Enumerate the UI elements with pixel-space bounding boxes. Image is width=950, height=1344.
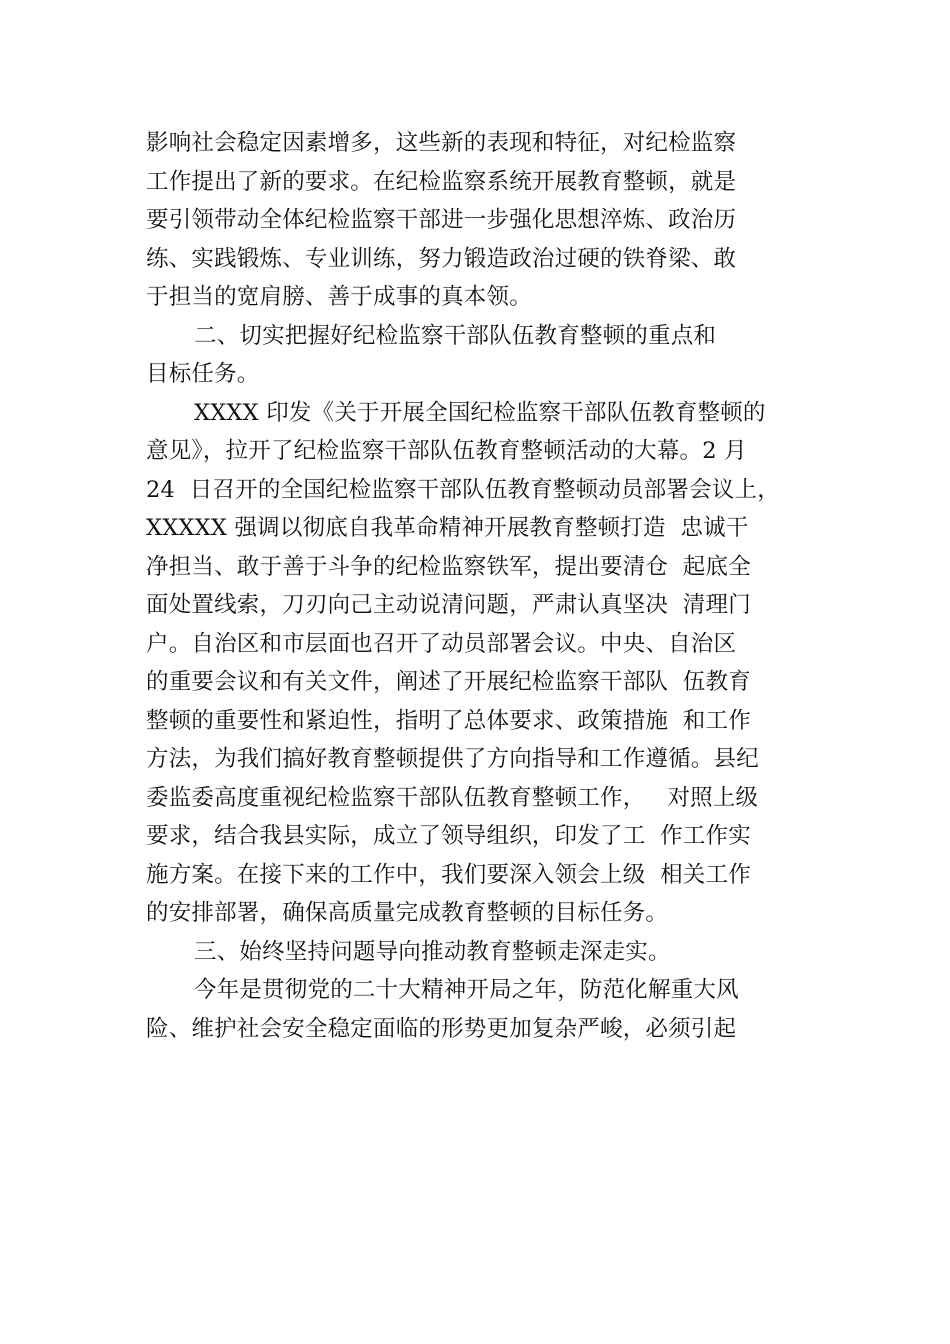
text-line: 面处置线索，刀刃向己主动说清问题，严肃认真坚决 清理门 <box>146 592 751 618</box>
text-line: 要引领带动全体纪检监察干部进一步强化思想淬炼、政治历 <box>146 207 737 233</box>
text-line: 整顿的重要性和紧迫性，指明了总体要求、政策措施 和工作 <box>146 707 751 734</box>
text-line: 的安排部署，确保高质量完成教育整顿的目标任务。 <box>146 900 669 926</box>
text-line: 方法，为我们搞好教育整顿提供了方向指导和工作遵循。县纪 <box>146 746 759 772</box>
text-line: 工作提出了新的要求。在纪检监察系统开展教育整顿，就是 <box>146 168 737 195</box>
text-line: 意见》，拉开了纪检监察干部队伍教育整顿活动的大幕。2 月 <box>146 438 747 464</box>
text-line: 户。自治区和市层面也召开了动员部署会议。中央、自治区 <box>146 630 737 657</box>
text-line: 要求，结合我县实际，成立了领导组织，印发了工 作工作实 <box>146 823 751 849</box>
section-heading-line: 目标任务。 <box>146 361 260 387</box>
text-line: 净担当、敢于善于斗争的纪检监察铁军，提出要清仓 起底全 <box>146 553 751 580</box>
text-line: 施方案。在接下来的工作中，我们要深入领会上级 相关工作 <box>146 861 751 888</box>
section-heading-line: 二、切实把握好纪检监察干部队伍教育整顿的重点和 <box>194 322 717 349</box>
text-line: 险、维护社会安全稳定面临的形势更加复杂严峻，必须引起 <box>146 1015 737 1042</box>
text-line: 今年是贯彻党的二十大精神开局之年，防范化解重大风 <box>194 977 739 1003</box>
body-text <box>146 124 846 1048</box>
text-line: 的重要会议和有关文件，阐述了开展纪检监察干部队 伍教育 <box>146 669 751 695</box>
text-line: 练、实践锻炼、专业训练，努力锻造政治过硬的铁脊梁、敢 <box>146 245 737 272</box>
section-heading-line: 三、始终坚持问题导向推动教育整顿走深走实。 <box>194 938 671 965</box>
text-line: XXXXX 强调以彻底自我革命精神开展教育整顿打造 忠诚干 <box>146 515 749 541</box>
text-line: 影响社会稳定因素增多，这些新的表现和特征，对纪检监察 <box>146 130 737 156</box>
text-line: 委监委高度重视纪检监察干部队伍教育整顿工作， 对照上级 <box>146 784 759 811</box>
text-line: 于担当的宽肩膀、善于成事的真本领。 <box>146 284 532 310</box>
text-line: 24 日召开的全国纪检监察干部队伍教育整顿动员部署会议上， <box>146 476 780 503</box>
text-line: XXXX 印发《关于开展全国纪检监察干部队伍教育整顿的 <box>194 399 766 426</box>
